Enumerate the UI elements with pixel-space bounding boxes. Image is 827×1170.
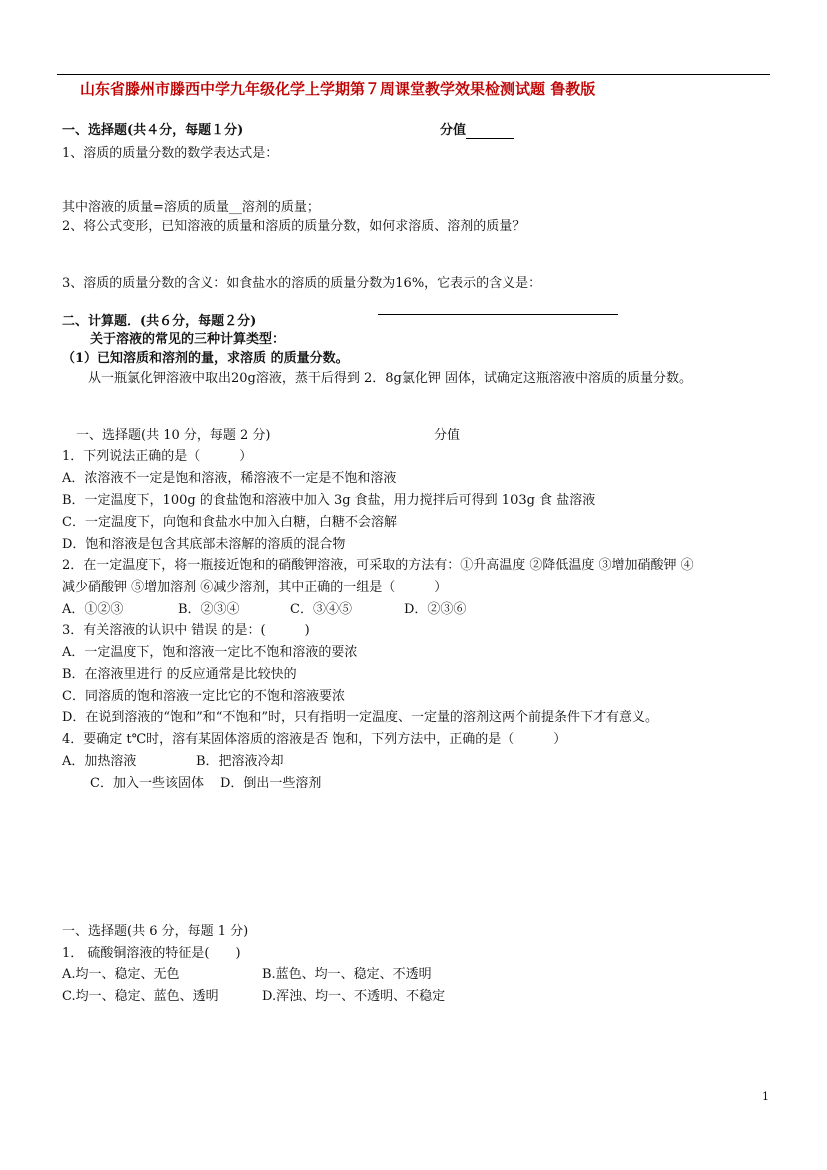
s1-question-1-note: 其中溶液的质量=溶质的质量__溶剂的质量； — [62, 200, 320, 215]
top-rule — [57, 74, 770, 75]
s3-q4-option-c: C．加入一些该固体 — [90, 776, 204, 791]
s3-q3-option-b: B．在溶液里进行 的反应通常是比较快的 — [62, 667, 297, 682]
section2-heading: 二、计算题．(共６分，每题２分) — [62, 314, 257, 329]
s4-question-1: 1． 硫酸铜溶液的特征是( ) — [62, 946, 241, 961]
s3-q3-option-d: D．在说到溶液的“饱和”和“不饱和”时，只有指明一定温度、一定量的溶剂这两个前提条件下才有意义。 — [62, 710, 659, 725]
page-title: 山东省滕州市滕西中学九年级化学上学期第７周课堂教学效果检测试题 鲁教版 — [80, 80, 596, 98]
section4-heading: 一、选择题(共 6 分，每题 1 分) — [62, 924, 249, 939]
s3-question-2-line2: 减少硝酸钾 ⑤增加溶剂 ⑥减少溶剂，其中正确的一组是（ ） — [62, 580, 448, 595]
s1-question-3: 3、溶质的质量分数的含义：如食盐水的溶质的质量分数为16%，它表示的含义是： — [62, 276, 542, 291]
page-number: 1 — [762, 1090, 769, 1103]
s3-q1-option-a: A．浓溶液不一定是饱和溶液，稀溶液不一定是不饱和溶液 — [62, 471, 397, 486]
s3-q1-option-d: D．饱和溶液是包含其底部未溶解的溶质的混合物 — [62, 537, 346, 552]
s3-question-4: 4．要确定 t℃时，溶有某固体溶质的溶液是否 饱和，下列方法中，正确的是（ ） — [62, 732, 567, 747]
section3-heading: 一、选择题(共 10 分，每题 2 分) — [76, 428, 271, 443]
section2-subheading: 关于溶液的常见的三种计算类型： — [90, 332, 286, 347]
s3-q4-option-d: D．倒出一些溶剂 — [220, 776, 322, 791]
s4-q1-option-a: A.均一、稳定、无色 — [62, 967, 180, 982]
s3-q3-option-c: C．同溶质的饱和溶液一定比它的不饱和溶液要浓 — [62, 689, 345, 704]
s1-question-2: 2、将公式变形，已知溶液的质量和溶质的质量分数，如何求溶质、溶剂的质量？ — [62, 219, 526, 234]
s1-question-1: 1、溶质的质量分数的数学表达式是： — [62, 146, 279, 161]
section1-score-label: 分值 — [440, 123, 514, 139]
s4-q1-option-d: D.浑浊、均一、不透明、不稳定 — [262, 989, 446, 1004]
s3-question-1: 1．下列说法正确的是（ ） — [62, 449, 253, 464]
calc-problem: 从一瓶氯化钾溶液中取出20g溶液，蒸干后得到 2．8g氯化钾 固体，试确定这瓶溶液中溶质的质量分数。 — [88, 371, 692, 386]
s3-q2-option-a: A．①②③ — [62, 602, 124, 617]
score-blank — [466, 125, 514, 139]
s3-question-3: 3．有关溶液的认识中 错误 的是：( ) — [62, 623, 310, 638]
s3-q4-option-b: B．把溶液冷却 — [196, 754, 284, 769]
calc-type-1: （1）已知溶质和溶剂的量，求溶质 的质量分数。 — [62, 351, 349, 366]
s3-q3-option-a: A．一定温度下，饱和溶液一定比不饱和溶液的要浓 — [62, 645, 358, 660]
s4-q1-option-b: B.蓝色、均一、稳定、不透明 — [262, 967, 432, 982]
s3-q4-option-a: A．加热溶液 — [62, 754, 137, 769]
section1-heading: 一、选择题(共４分，每题１分) — [62, 123, 244, 138]
section3-score-label: 分值 — [434, 428, 461, 443]
s4-q1-option-c: C.均一、稳定、蓝色、透明 — [62, 989, 219, 1004]
answer-line — [378, 314, 618, 315]
s3-q2-option-b: B．②③④ — [178, 602, 240, 617]
s3-q1-option-c: C．一定温度下，向饱和食盐水中加入白糖，白糖不会溶解 — [62, 515, 397, 530]
s3-q1-option-b: B．一定温度下，100g 的食盐饱和溶液中加入 3g 食盐，用力搅拌后可得到 103g 食 盐溶液 — [62, 493, 596, 508]
s3-question-2-line1: 2．在一定温度下，将一瓶接近饱和的硝酸钾溶液，可采取的方法有：①升高温度 ②降低温度 ③增加硝酸钾 ④ — [62, 558, 694, 573]
s3-q2-option-c: C．③④⑤ — [290, 602, 352, 617]
s3-q2-option-d: D．②③⑥ — [404, 602, 467, 617]
